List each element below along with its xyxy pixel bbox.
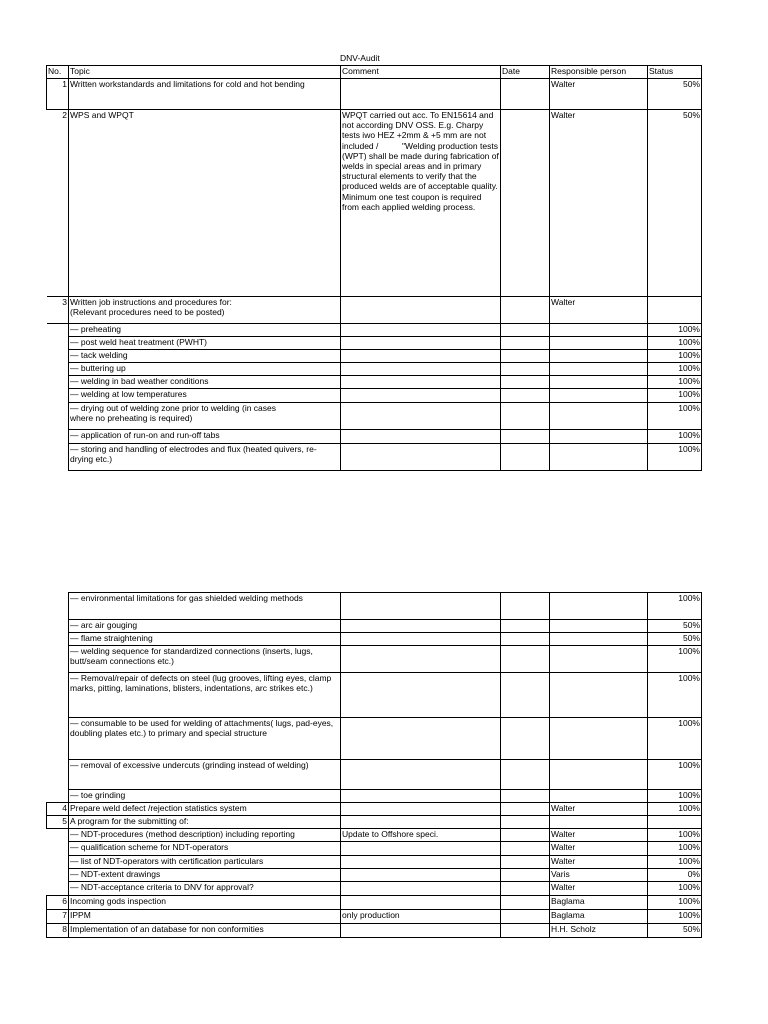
cell-comment xyxy=(341,646,501,673)
cell-no xyxy=(47,869,69,882)
table-row xyxy=(47,403,702,430)
table-row xyxy=(47,620,702,633)
cell-status xyxy=(648,816,702,829)
cell-topic: A program for the submitting of: xyxy=(69,816,341,829)
cell-status xyxy=(648,297,702,324)
table-row xyxy=(47,350,702,363)
cell-date xyxy=(501,856,550,869)
cell-responsible xyxy=(550,673,648,718)
table-row xyxy=(47,924,702,938)
cell-status: 100% xyxy=(648,842,702,856)
header-status: Status xyxy=(648,66,702,79)
cell-date xyxy=(501,718,550,760)
cell-status: 100% xyxy=(648,376,702,389)
cell-date xyxy=(501,444,550,471)
table-row xyxy=(47,882,702,896)
cell-status: 100% xyxy=(648,350,702,363)
cell-date xyxy=(501,790,550,803)
table-row xyxy=(47,593,702,620)
cell-topic: — tack welding xyxy=(69,350,341,363)
table-row xyxy=(47,297,702,324)
cell-status: 100% xyxy=(648,718,702,760)
cell-responsible xyxy=(550,593,648,620)
audit-table-page1 xyxy=(46,65,702,471)
cell-topic: — Removal/repair of defects on steel (lug grooves, lifting eyes, clamp marks, pitting, laminations, blisters, indentations, arc strikes etc.) xyxy=(69,673,341,718)
header-no: No. xyxy=(47,66,69,79)
cell-status: 100% xyxy=(648,896,702,910)
cell-date xyxy=(501,646,550,673)
cell-status: 100% xyxy=(648,760,702,790)
cell-comment xyxy=(341,403,501,430)
cell-comment xyxy=(341,593,501,620)
cell-topic: — welding at low temperatures xyxy=(69,389,341,403)
cell-date xyxy=(501,593,550,620)
cell-no xyxy=(47,856,69,869)
cell-topic: Written job instructions and procedures for: (Relevant procedures need to be posted) xyxy=(69,297,341,324)
cell-no xyxy=(47,718,69,760)
cell-no xyxy=(47,363,69,376)
cell-comment xyxy=(341,79,501,110)
cell-responsible: Walter xyxy=(550,842,648,856)
cell-responsible xyxy=(550,430,648,444)
cell-no xyxy=(47,350,69,363)
cell-status: 100% xyxy=(648,803,702,816)
cell-topic: Written workstandards and limitations for cold and hot bending xyxy=(69,79,341,110)
cell-comment xyxy=(341,816,501,829)
cell-topic: — consumable to be used for welding of attachments( lugs, pad-eyes, doubling plates etc.) to primary and special structure xyxy=(69,718,341,760)
cell-topic: — toe grinding xyxy=(69,790,341,803)
cell-topic: — post weld heat treatment (PWHT) xyxy=(69,337,341,350)
cell-comment xyxy=(341,376,501,389)
cell-date xyxy=(501,430,550,444)
cell-comment xyxy=(341,620,501,633)
cell-status: 50% xyxy=(648,79,702,110)
cell-date xyxy=(501,363,550,376)
cell-comment xyxy=(341,856,501,869)
cell-responsible xyxy=(550,760,648,790)
header-responsible: Responsible person xyxy=(550,66,648,79)
cell-responsible xyxy=(550,403,648,430)
cell-status: 100% xyxy=(648,403,702,430)
cell-responsible: Baglama xyxy=(550,896,648,910)
cell-topic: — NDT-acceptance criteria to DNV for approval? xyxy=(69,882,341,896)
cell-comment xyxy=(341,718,501,760)
cell-date xyxy=(501,829,550,842)
cell-comment xyxy=(341,924,501,938)
cell-status: 100% xyxy=(648,673,702,718)
cell-topic: — arc air gouging xyxy=(69,620,341,633)
audit-table-page2 xyxy=(46,592,702,938)
table-row xyxy=(47,646,702,673)
cell-date xyxy=(501,803,550,816)
cell-date xyxy=(501,389,550,403)
cell-responsible xyxy=(550,790,648,803)
cell-no: 8 xyxy=(47,924,69,938)
cell-responsible xyxy=(550,389,648,403)
cell-date xyxy=(501,869,550,882)
cell-topic: — NDT-extent drawings xyxy=(69,869,341,882)
table-row xyxy=(47,718,702,760)
cell-comment xyxy=(341,882,501,896)
cell-date xyxy=(501,910,550,924)
cell-no xyxy=(47,790,69,803)
table-row xyxy=(47,803,702,816)
cell-status: 50% xyxy=(648,110,702,297)
cell-status: 100% xyxy=(648,430,702,444)
table-row xyxy=(47,816,702,829)
cell-date xyxy=(501,350,550,363)
cell-date xyxy=(501,896,550,910)
cell-no: 3 xyxy=(47,297,69,324)
cell-no xyxy=(47,882,69,896)
cell-topic: — list of NDT-operators with certification particulars xyxy=(69,856,341,869)
cell-status: 100% xyxy=(648,856,702,869)
cell-topic: — removal of excessive undercuts (grinding instead of welding) xyxy=(69,760,341,790)
cell-status: 50% xyxy=(648,924,702,938)
cell-date xyxy=(501,110,550,297)
cell-responsible: Walter xyxy=(550,856,648,869)
cell-date xyxy=(501,297,550,324)
cell-topic: — qualification scheme for NDT-operators xyxy=(69,842,341,856)
header-topic: Topic xyxy=(69,66,341,79)
table-row xyxy=(47,363,702,376)
table-row xyxy=(47,842,702,856)
cell-no: 2 xyxy=(47,110,69,297)
cell-responsible xyxy=(550,620,648,633)
cell-status: 0% xyxy=(648,869,702,882)
table-row xyxy=(47,896,702,910)
cell-date xyxy=(501,673,550,718)
cell-comment xyxy=(341,389,501,403)
cell-date xyxy=(501,924,550,938)
table-header-row xyxy=(47,66,702,79)
cell-responsible xyxy=(550,718,648,760)
table-row xyxy=(47,444,702,471)
header-comment: Comment xyxy=(341,66,501,79)
table-row xyxy=(47,790,702,803)
table-row xyxy=(47,910,702,924)
cell-topic: — welding in bad weather conditions xyxy=(69,376,341,389)
cell-comment xyxy=(341,324,501,337)
cell-comment: Update to Offshore speci. xyxy=(341,829,501,842)
cell-no: 1 xyxy=(47,79,69,110)
cell-date xyxy=(501,842,550,856)
cell-responsible xyxy=(550,444,648,471)
table-row xyxy=(47,376,702,389)
cell-comment xyxy=(341,444,501,471)
cell-status: 100% xyxy=(648,910,702,924)
cell-no: 5 xyxy=(47,816,69,829)
cell-status: 100% xyxy=(648,337,702,350)
cell-responsible: Walter xyxy=(550,110,648,297)
cell-comment xyxy=(341,869,501,882)
cell-responsible: Walter xyxy=(550,803,648,816)
cell-date xyxy=(501,337,550,350)
cell-no xyxy=(47,646,69,673)
cell-date xyxy=(501,376,550,389)
table-row xyxy=(47,760,702,790)
cell-no: 4 xyxy=(47,803,69,816)
cell-status: 100% xyxy=(648,324,702,337)
cell-status: 100% xyxy=(648,389,702,403)
cell-date xyxy=(501,760,550,790)
cell-comment xyxy=(341,337,501,350)
cell-responsible xyxy=(550,324,648,337)
table-row xyxy=(47,337,702,350)
cell-responsible xyxy=(550,363,648,376)
table-row xyxy=(47,869,702,882)
cell-topic: Incoming gods inspection xyxy=(69,896,341,910)
cell-comment: only production xyxy=(341,910,501,924)
cell-no xyxy=(47,842,69,856)
table-row xyxy=(47,79,702,110)
table-row xyxy=(47,110,702,297)
cell-responsible xyxy=(550,633,648,646)
cell-responsible xyxy=(550,350,648,363)
cell-topic: IPPM xyxy=(69,910,341,924)
cell-topic: — welding sequence for standardized connections (inserts, lugs, butt/seam connections etc.) xyxy=(69,646,341,673)
cell-topic: Implementation of an database for non conformities xyxy=(69,924,341,938)
document-title: DNV-Audit xyxy=(340,53,380,63)
cell-no xyxy=(47,389,69,403)
cell-date xyxy=(501,620,550,633)
cell-responsible xyxy=(550,646,648,673)
cell-topic: — application of run-on and run-off tabs xyxy=(69,430,341,444)
table-row xyxy=(47,633,702,646)
table-row xyxy=(47,829,702,842)
cell-status: 100% xyxy=(648,829,702,842)
cell-topic: Prepare weld defect /rejection statistics system xyxy=(69,803,341,816)
cell-responsible xyxy=(550,337,648,350)
cell-status: 100% xyxy=(648,593,702,620)
cell-date xyxy=(501,633,550,646)
cell-comment xyxy=(341,350,501,363)
table-row xyxy=(47,856,702,869)
cell-no xyxy=(47,444,69,471)
cell-date xyxy=(501,324,550,337)
cell-topic: — environmental limitations for gas shielded welding methods xyxy=(69,593,341,620)
cell-no xyxy=(47,620,69,633)
cell-comment xyxy=(341,790,501,803)
cell-status: 50% xyxy=(648,620,702,633)
cell-comment xyxy=(341,363,501,376)
cell-comment xyxy=(341,297,501,324)
cell-no xyxy=(47,403,69,430)
cell-status: 100% xyxy=(648,444,702,471)
table-row xyxy=(47,673,702,718)
table-row xyxy=(47,430,702,444)
cell-status: 100% xyxy=(648,646,702,673)
cell-topic: — storing and handling of electrodes and flux (heated quivers, re-drying etc.) xyxy=(69,444,341,471)
cell-comment xyxy=(341,633,501,646)
cell-topic: — buttering up xyxy=(69,363,341,376)
cell-no: 6 xyxy=(47,896,69,910)
cell-date xyxy=(501,882,550,896)
cell-responsible xyxy=(550,376,648,389)
cell-responsible: Walter xyxy=(550,882,648,896)
cell-responsible: Walter xyxy=(550,79,648,110)
table-row xyxy=(47,389,702,403)
cell-responsible: Varis xyxy=(550,869,648,882)
cell-topic: — preheating xyxy=(69,324,341,337)
cell-no xyxy=(47,430,69,444)
cell-comment xyxy=(341,430,501,444)
cell-responsible: H.H. Scholz xyxy=(550,924,648,938)
cell-comment xyxy=(341,896,501,910)
cell-date xyxy=(501,816,550,829)
cell-no xyxy=(47,829,69,842)
cell-responsible: Walter xyxy=(550,297,648,324)
cell-comment xyxy=(341,673,501,718)
cell-topic: — flame straightening xyxy=(69,633,341,646)
cell-comment: WPQT carried out acc. To EN15614 and not according DNV OSS. E.g. Charpy tests iwo HEZ +2mm & +5 mm are not included / "Welding production tests (WPT) shall be made during fabrication of welds in special areas and in primary structural elements to verify that the produced welds are of acceptable quality. Minimum one test coupon is required from each applied welding process. xyxy=(341,110,501,297)
cell-date xyxy=(501,79,550,110)
cell-comment xyxy=(341,803,501,816)
cell-date xyxy=(501,403,550,430)
cell-status: 100% xyxy=(648,363,702,376)
cell-status: 100% xyxy=(648,790,702,803)
cell-topic: — drying out of welding zone prior to welding (in cases where no preheating is required) xyxy=(69,403,341,430)
cell-responsible: Baglama xyxy=(550,910,648,924)
cell-no xyxy=(47,673,69,718)
cell-no: 7 xyxy=(47,910,69,924)
cell-status: 50% xyxy=(648,633,702,646)
cell-no xyxy=(47,337,69,350)
cell-topic: WPS and WPQT xyxy=(69,110,341,297)
cell-no xyxy=(47,593,69,620)
cell-no xyxy=(47,324,69,337)
table-row xyxy=(47,324,702,337)
header-date: Date xyxy=(501,66,550,79)
cell-topic: — NDT-procedures (method description) including reporting xyxy=(69,829,341,842)
cell-no xyxy=(47,760,69,790)
cell-responsible xyxy=(550,816,648,829)
cell-comment xyxy=(341,842,501,856)
cell-responsible: Walter xyxy=(550,829,648,842)
cell-status: 100% xyxy=(648,882,702,896)
cell-no xyxy=(47,633,69,646)
cell-comment xyxy=(341,760,501,790)
cell-no xyxy=(47,376,69,389)
